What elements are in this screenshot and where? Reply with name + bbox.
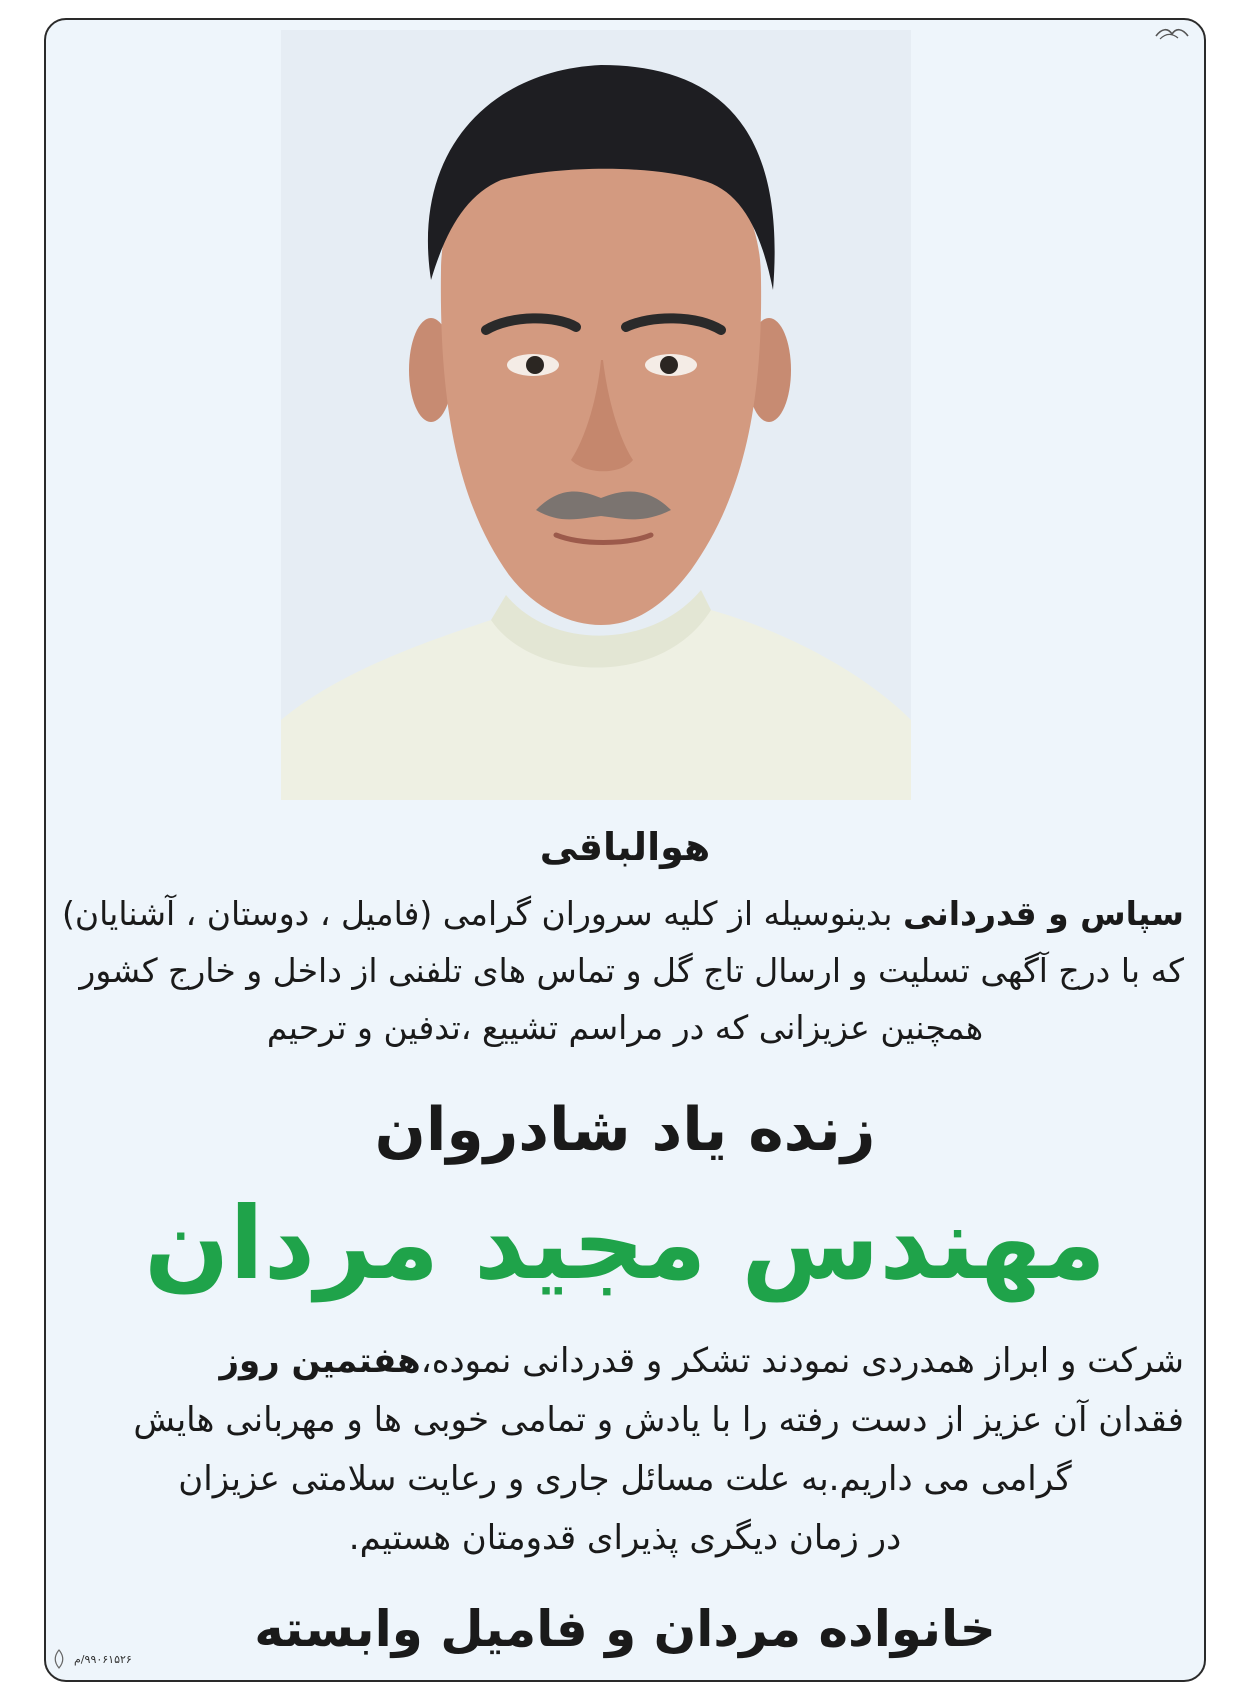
- announcement-line-1: [66, 1332, 1184, 1391]
- thanks-paragraph: [62, 885, 1184, 1056]
- announcement-line-1-rest: شرکت و ابراز همدردی نمودند تشکر و قدردانی نموده،: [420, 1341, 1184, 1381]
- invocation-heading: هوالباقی: [539, 825, 711, 869]
- portrait-photo: [281, 30, 911, 800]
- obituary-card: [44, 18, 1206, 1682]
- announcement-line-2: فقدان آن عزیز از دست رفته را با یادش و تمامی خوبی ها و مهربانی هایش: [133, 1400, 1184, 1440]
- announcement-line-4: در زمان دیگری پذیرای قدومتان هستیم.: [348, 1518, 902, 1558]
- deceased-name: مهندس مجید مردان: [144, 1185, 1106, 1302]
- corner-ornament-icon: [52, 1648, 66, 1670]
- seventh-day-phrase: هفتمین روز: [219, 1341, 421, 1381]
- ad-code: ۹۹۰۶۱۵۲۶/م: [74, 1653, 132, 1666]
- thanks-line-1: [62, 885, 1184, 942]
- memorial-title: زنده یاد شادروان: [374, 1095, 876, 1165]
- thanks-line-1-rest: بدینوسیله از کلیه سروران گرامی (فامیل ، دوستان ، آشنایان): [62, 894, 903, 933]
- thanks-line-3: همچنین عزیزانی که در مراسم تشییع ،تدفین و ترحیم: [266, 1008, 984, 1047]
- thanks-line-2: که با درج آگهی تسلیت و ارسال تاج گل و تماس های تلفنی از داخل و خارج کشور: [79, 951, 1184, 990]
- portrait-illustration: [281, 30, 911, 800]
- thanks-bold-phrase: سپاس و قدردانی: [902, 894, 1184, 933]
- newspaper-logo-icon: [1154, 26, 1190, 42]
- family-signature: خانواده مردان و فامیل وابسته: [254, 1600, 996, 1658]
- announcement-line-3: گرامی می داریم.به علت مسائل جاری و رعایت سلامتی عزیزان: [178, 1459, 1072, 1499]
- announcement-paragraph: [66, 1332, 1184, 1568]
